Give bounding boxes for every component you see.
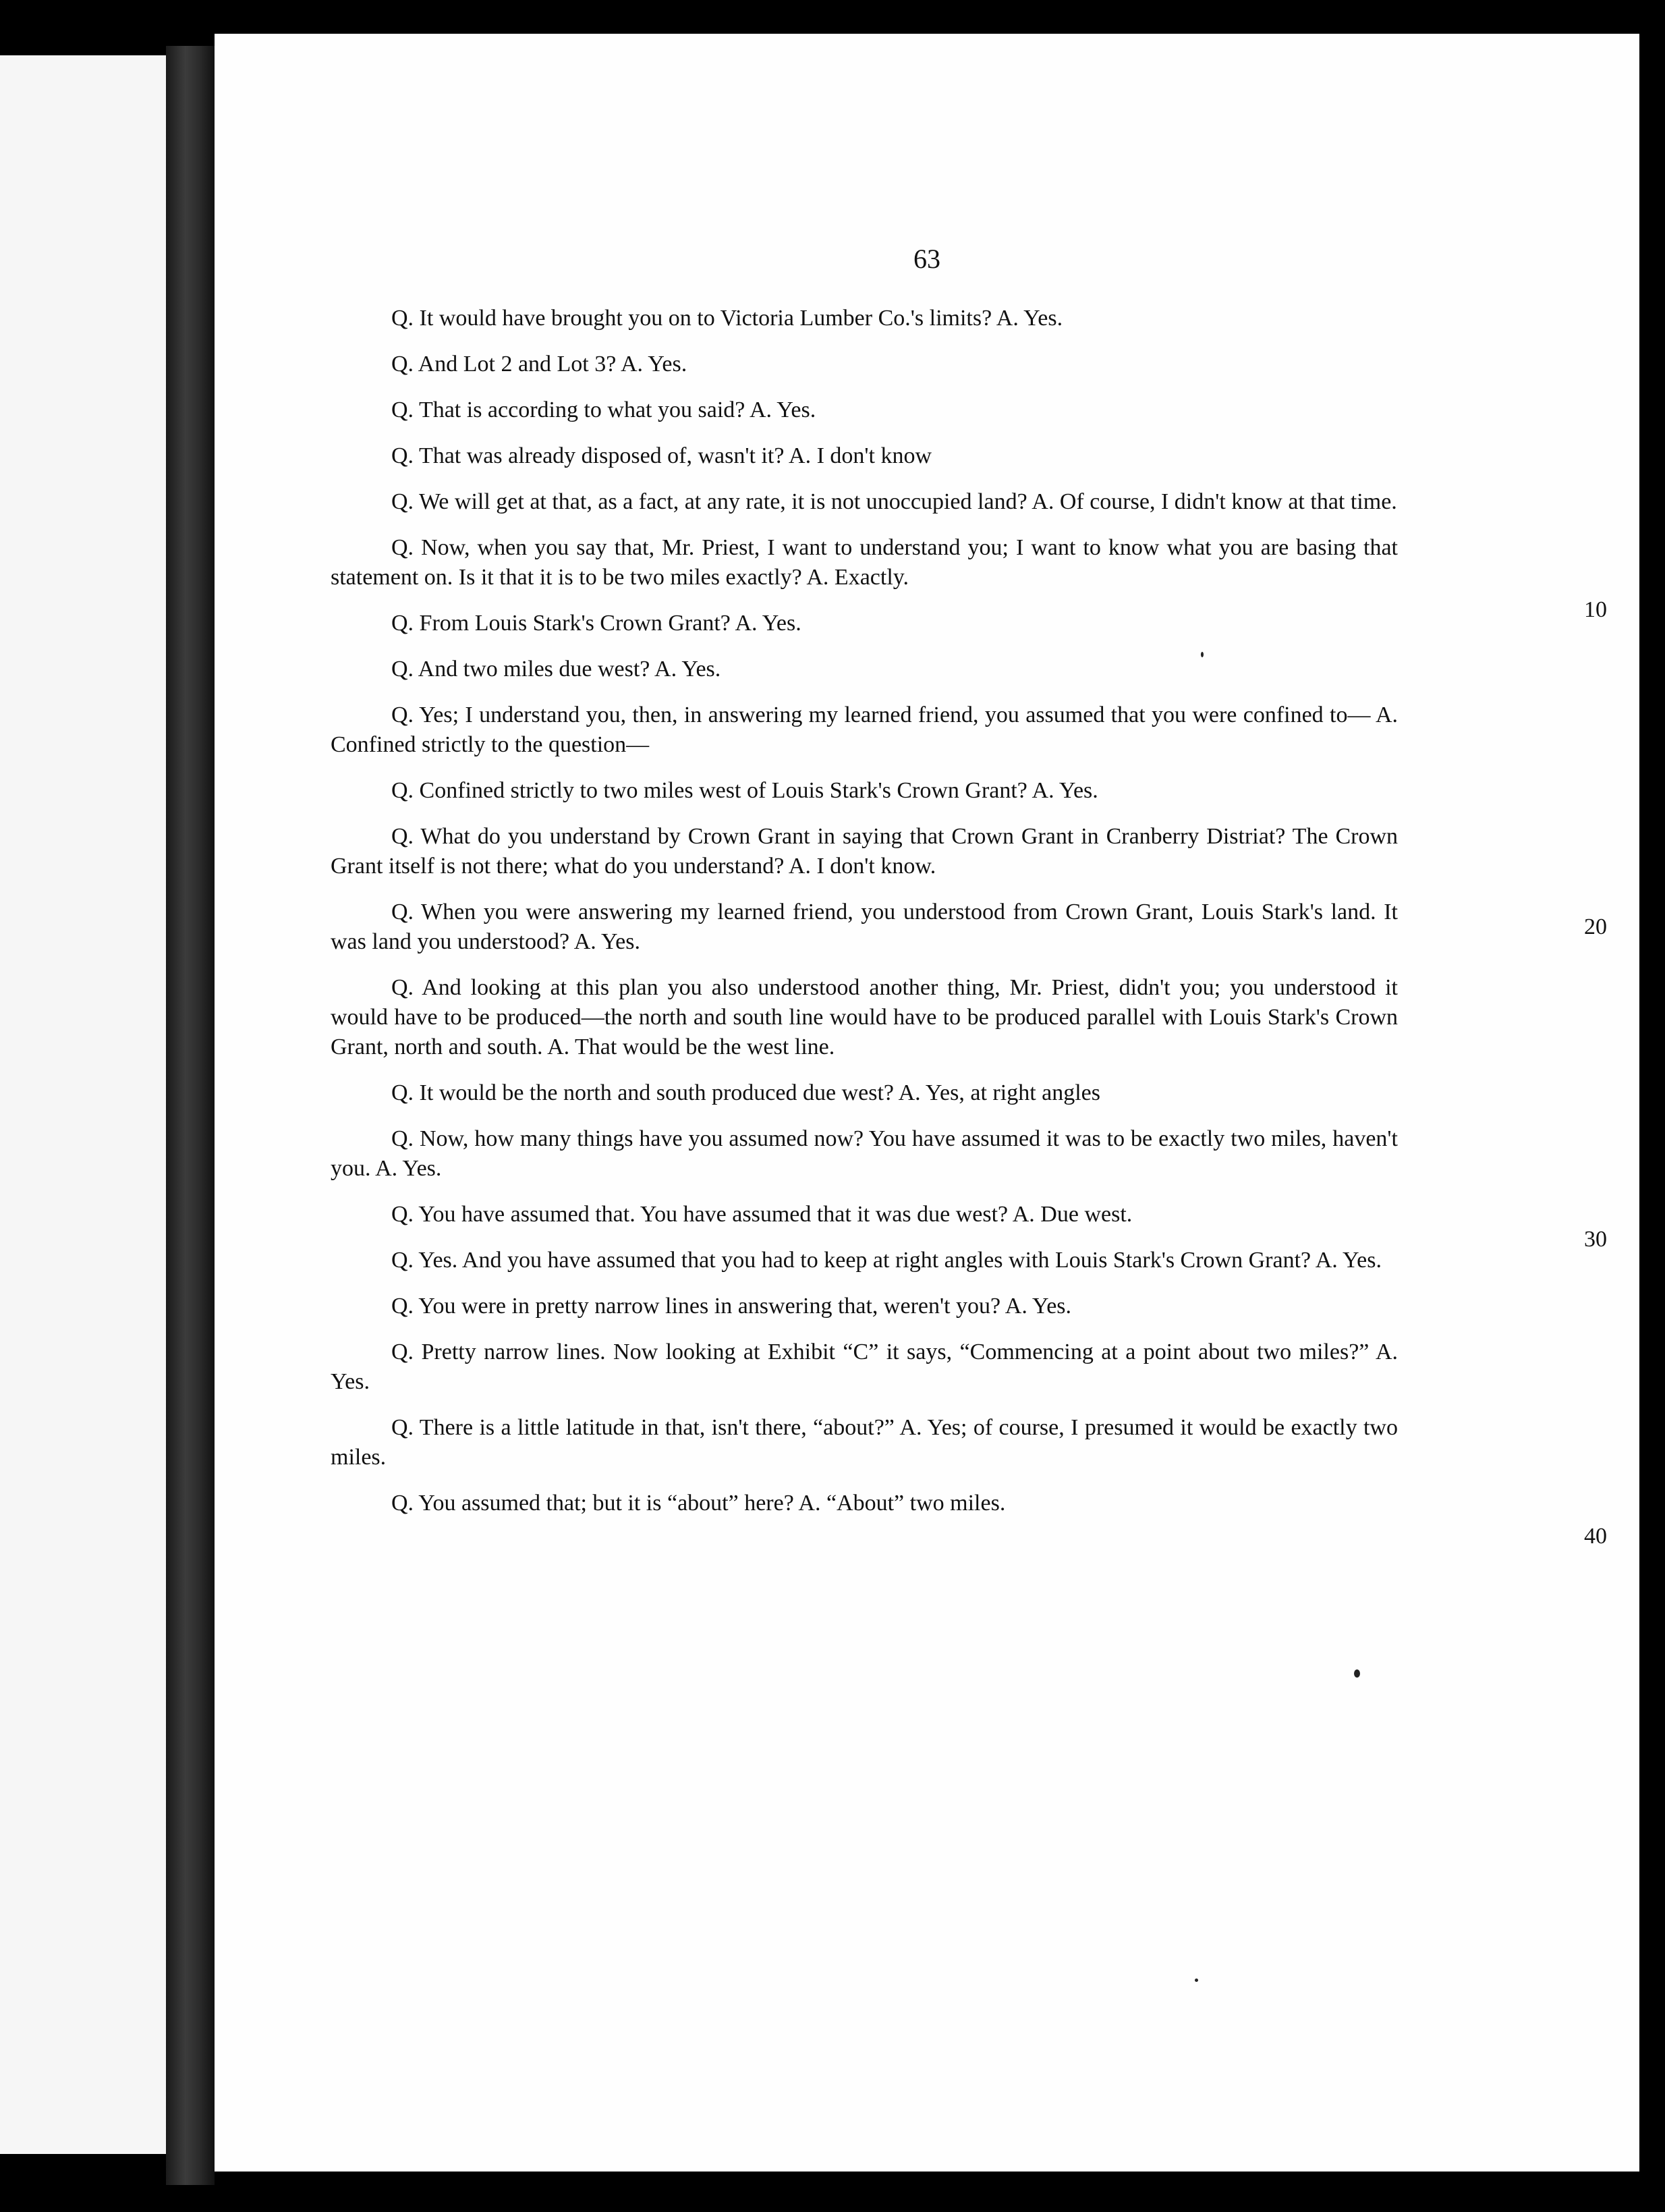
qa-paragraph: Q. Yes; I understand you, then, in answering my learned friend, you assumed that you were confined to— A. Confined strictly to the question— (331, 702, 1398, 757)
qa-paragraph: Q. Now, when you say that, Mr. Priest, I want to understand you; I want to know what you are basing that statement on. Is it that it is to be two miles exactly? A. Exactly. (331, 535, 1398, 590)
line-number-marker: 20 (1584, 914, 1607, 939)
qa-paragraph: Q. Now, how many things have you assumed now? You have assumed it was to be exactly two miles, haven't you. A. Yes. (331, 1126, 1398, 1181)
qa-paragraph: Q. And looking at this plan you also understood another thing, Mr. Priest, didn't you; you understood it would have to be produced—the north and south line would have to be produced parallel with Louis Stark's Crown Grant, north and south. A. That would be the west line. (331, 975, 1398, 1059)
book-spine (166, 46, 215, 2185)
qa-paragraph: Q. Confined strictly to two miles west of Louis Stark's Crown Grant? A. Yes. (391, 778, 1098, 803)
scan-speck (1195, 1979, 1198, 1982)
qa-paragraph: Q. We will get at that, as a fact, at any rate, it is not unoccupied land? A. Of course, I didn't know at that time. (391, 489, 1397, 514)
facing-page (0, 55, 166, 2154)
qa-paragraph: Q. Pretty narrow lines. Now looking at Exhibit “C” it says, “Commencing at a point about two miles?” A. Yes. (331, 1339, 1398, 1394)
qa-paragraph: Q. You assumed that; but it is “about” here? A. “About” two miles. (391, 1491, 1006, 1516)
qa-paragraph: Q. It would be the north and south produced due west? A. Yes, at right angles (391, 1080, 1100, 1105)
qa-paragraph: Q. Yes. And you have assumed that you had to keep at right angles with Louis Stark's Crown Grant? A. Yes. (391, 1248, 1382, 1273)
qa-paragraph: Q. There is a little latitude in that, isn't there, “about?” A. Yes; of course, I presumed it would be exactly two miles. (331, 1415, 1398, 1470)
qa-paragraph: Q. When you were answering my learned friend, you understood from Crown Grant, Louis Stark's land. It was land you understood? A. Yes. (331, 900, 1398, 954)
scan-speck (1201, 652, 1204, 657)
qa-paragraph: Q. What do you understand by Crown Grant in saying that Crown Grant in Cranberry Distriat? The Crown Grant itself is not there; what do you understand? A. I don't know. (331, 824, 1398, 879)
line-number-marker: 40 (1584, 1524, 1607, 1549)
qa-paragraph: Q. And two miles due west? A. Yes. (391, 657, 721, 682)
transcript-body (331, 304, 1398, 1534)
document-page (215, 34, 1639, 2172)
qa-paragraph: Q. That is according to what you said? A. Yes. (391, 397, 816, 422)
line-number-marker: 30 (1584, 1227, 1607, 1252)
qa-paragraph: Q. It would have brought you on to Victoria Lumber Co.'s limits? A. Yes. (391, 306, 1063, 331)
scan-speck (1354, 1669, 1360, 1678)
line-number-marker: 10 (1584, 597, 1607, 622)
qa-paragraph: Q. You have assumed that. You have assumed that it was due west? A. Due west. (391, 1202, 1133, 1227)
page-number: 63 (913, 244, 940, 274)
qa-paragraph: Q. And Lot 2 and Lot 3? A. Yes. (391, 352, 687, 377)
qa-paragraph: Q. From Louis Stark's Crown Grant? A. Yes. (391, 611, 801, 636)
qa-paragraph: Q. You were in pretty narrow lines in answering that, weren't you? A. Yes. (391, 1294, 1072, 1319)
qa-paragraph: Q. That was already disposed of, wasn't it? A. I don't know (391, 443, 932, 468)
